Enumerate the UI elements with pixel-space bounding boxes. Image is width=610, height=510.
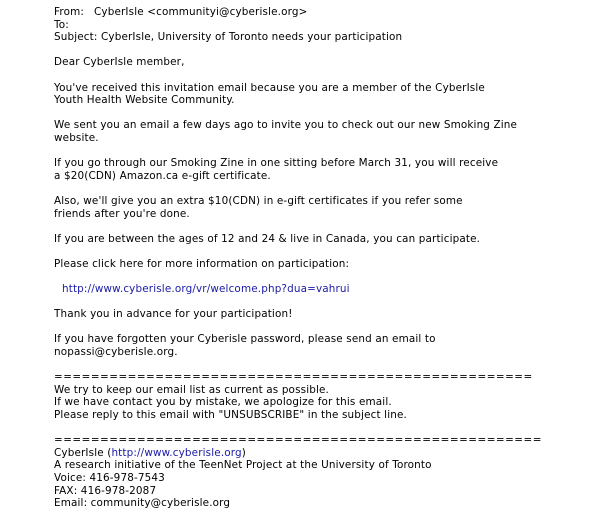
notice-line3: Please reply to this email with "UNSUBSCRIBE" in the subject line. xyxy=(54,409,407,421)
from-value: CyberIsle <communityi@cyberisle.org> xyxy=(94,6,308,18)
paragraph-referral-line2: friends after you're done. xyxy=(54,207,190,220)
paragraph-password-line2: nopassi@cyberisle.org. xyxy=(54,346,178,359)
subject-label: Subject: xyxy=(54,31,98,44)
subject-value: CyberIsle, University of Toronto needs your participation xyxy=(101,31,403,44)
participation-link-row xyxy=(54,283,604,296)
participation-link[interactable]: http://www.cyberisle.org/vr/welcome.php?dua=vahrui xyxy=(62,283,350,296)
subject-header xyxy=(54,31,604,44)
paragraph-eligibility: If you are between the ages of 12 and 24 & live in Canada, you can participate. xyxy=(54,232,481,245)
signature-name-prefix: CyberIsle ( xyxy=(54,446,112,459)
paragraph-password-line1: If you have forgotten your Cyberisle password, please send an email to xyxy=(54,333,436,346)
from-label: From: xyxy=(54,6,84,18)
divider-1: ==================================================== xyxy=(54,371,533,384)
paragraph-more-info: Please click here for more information on participation: xyxy=(54,257,350,270)
divider-2: ===================================================== xyxy=(54,434,542,447)
from-header xyxy=(54,6,604,19)
signature-website-link[interactable]: http://www.cyberisle.org xyxy=(111,446,242,459)
paragraph-reminder-line1: We sent you an email a few days ago to invite you to check out our new Smoking Zine xyxy=(54,119,518,132)
paragraph-reward-line1: If you go through our Smoking Zine in one sitting before March 31, you will receive xyxy=(54,157,499,170)
paragraph-invitation-line1: You've received this invitation email because you are a member of the CyberIsle xyxy=(54,81,485,94)
signature-name xyxy=(54,447,604,460)
signature-name-suffix: ) xyxy=(241,446,246,459)
to-header xyxy=(54,19,604,32)
signature-voice: Voice: 416-978-7543 xyxy=(54,471,165,484)
signature-email: Email: community@cyberisle.org xyxy=(54,497,231,510)
to-label: To: xyxy=(54,18,69,31)
signature-fax: FAX: 416-978-2087 xyxy=(54,484,157,497)
paragraph-referral-line1: Also, we'll give you an extra $10(CDN) in e-gift certificates if you refer some xyxy=(54,194,463,207)
greeting: Dear CyberIsle member, xyxy=(54,56,185,69)
paragraph-reward-line2: a $20(CDN) Amazon.ca e-gift certificate. xyxy=(54,169,271,182)
paragraph-thanks: Thank you in advance for your participation! xyxy=(54,308,293,321)
email-message xyxy=(54,6,604,510)
paragraph-invitation-line2: Youth Health Website Community. xyxy=(54,94,235,107)
signature-affiliation: A research initiative of the TeenNet Project at the University of Toronto xyxy=(54,459,432,472)
notice-line2: If we have contact you by mistake, we apologize for this email. xyxy=(54,396,392,409)
paragraph-reminder-line2: website. xyxy=(54,131,99,144)
notice-line1: We try to keep our email list as current as possible. xyxy=(54,383,330,396)
